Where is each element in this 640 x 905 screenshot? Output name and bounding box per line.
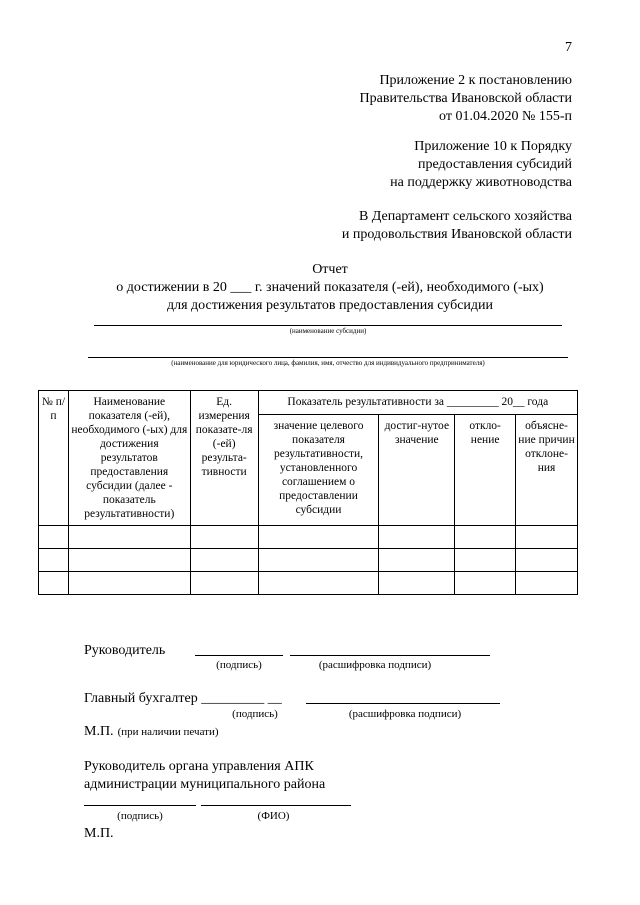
table-header-row bbox=[39, 391, 578, 415]
header-target-value: значение целевого показателя результативности, установленного соглашением о предоставлении субсидии bbox=[258, 414, 379, 525]
indicators-table bbox=[38, 390, 578, 595]
apk-head-line2: администрации муниципального района bbox=[84, 777, 326, 792]
table-cell[interactable] bbox=[39, 549, 69, 572]
accountant-label: Главный бухгалтер _________ __ bbox=[84, 691, 282, 706]
header-deviation: откло-нение bbox=[455, 414, 516, 525]
table-cell[interactable] bbox=[190, 549, 258, 572]
table-cell[interactable] bbox=[379, 549, 455, 572]
recipient-name-caption: (наименование для юридического лица, фамилия, имя, отчество для индивидуального предпринимателя) bbox=[171, 359, 485, 367]
addressee-line: В Департамент сельского хозяйства bbox=[358, 209, 572, 224]
appendix-procedure-line: Приложение 10 к Порядку bbox=[414, 139, 572, 154]
head-sign-caption: (подпись) bbox=[216, 659, 262, 671]
table-row[interactable] bbox=[39, 526, 578, 549]
appendix-procedure-line: предоставления субсидий bbox=[417, 157, 572, 172]
accountant-decode-line[interactable] bbox=[306, 703, 500, 704]
table-cell[interactable] bbox=[516, 526, 578, 549]
head-signature-line[interactable] bbox=[195, 655, 283, 656]
table-cell[interactable] bbox=[455, 549, 516, 572]
table-cell[interactable] bbox=[379, 572, 455, 595]
table-cell[interactable] bbox=[39, 526, 69, 549]
header-number: № п/п bbox=[39, 391, 69, 526]
head-label: Руководитель bbox=[84, 643, 166, 658]
final-stamp: М.П. bbox=[84, 826, 114, 841]
report-title-line: для достижения результатов предоставления субсидии bbox=[166, 298, 494, 313]
apk-head-line1: Руководитель органа управления АПК bbox=[84, 759, 314, 774]
table-cell[interactable] bbox=[190, 526, 258, 549]
table-cell[interactable] bbox=[379, 526, 455, 549]
apk-fio-line[interactable] bbox=[201, 805, 351, 806]
report-title-line: о достижении в 20 ___ г. значений показателя (-ей), необходимого (-ых) bbox=[116, 280, 544, 295]
header-reason: объясне-ние причин отклоне-ния bbox=[516, 414, 578, 525]
head-decode-line[interactable] bbox=[290, 655, 490, 656]
accountant-sign-caption: (подпись) bbox=[232, 708, 278, 720]
subsidy-name-line[interactable] bbox=[94, 325, 562, 326]
header-indicator-name: Наименование показателя (-ей), необходимого (-ых) для достижения результатов предоставления субсидии (далее - показатель результативности) bbox=[68, 391, 190, 526]
appendix-procedure-line: на поддержку животноводства bbox=[390, 175, 572, 190]
table-cell[interactable] bbox=[258, 572, 379, 595]
appendix-decree-line: Правительства Ивановской области bbox=[359, 91, 572, 106]
table-cell[interactable] bbox=[455, 526, 516, 549]
header-period: Показатель результативности за _________ 20__ года bbox=[258, 391, 577, 415]
table-cell[interactable] bbox=[516, 549, 578, 572]
recipient-name-line[interactable] bbox=[88, 357, 568, 358]
appendix-decree-line: Приложение 2 к постановлению bbox=[379, 73, 572, 88]
table-cell[interactable] bbox=[68, 549, 190, 572]
report-title-word: Отчет bbox=[312, 262, 348, 277]
table-row[interactable] bbox=[39, 549, 578, 572]
table-cell[interactable] bbox=[190, 572, 258, 595]
appendix-procedure bbox=[250, 138, 572, 192]
table-row[interactable] bbox=[39, 572, 578, 595]
report-title bbox=[60, 261, 600, 315]
apk-fio-caption: (ФИО) bbox=[257, 810, 290, 822]
table-cell[interactable] bbox=[39, 572, 69, 595]
head-decode-caption: (расшифровка подписи) bbox=[318, 659, 432, 671]
table-cell[interactable] bbox=[68, 572, 190, 595]
table-cell[interactable] bbox=[68, 526, 190, 549]
apk-sign-caption: (подпись) bbox=[117, 810, 163, 822]
apk-signature-line[interactable] bbox=[84, 805, 196, 806]
accountant-decode-caption: (расшифровка подписи) bbox=[348, 708, 462, 720]
subsidy-name-caption: (наименование субсидии) bbox=[289, 327, 367, 335]
stamp-note: (при наличии печати) bbox=[117, 726, 219, 738]
table-cell[interactable] bbox=[455, 572, 516, 595]
table-cell[interactable] bbox=[258, 549, 379, 572]
header-unit: Ед. измерения показате-ля (-ей) результа-тивности bbox=[190, 391, 258, 526]
appendix-decree bbox=[250, 72, 572, 126]
addressee-line: и продовольствия Ивановской области bbox=[341, 227, 572, 242]
stamp-line bbox=[84, 722, 219, 741]
header-achieved-value: достиг-нутое значение bbox=[379, 414, 455, 525]
appendix-decree-line: от 01.04.2020 № 155-п bbox=[439, 109, 572, 124]
stamp-label: М.П. bbox=[84, 724, 114, 739]
page-number: 7 bbox=[565, 40, 572, 55]
table-cell[interactable] bbox=[516, 572, 578, 595]
table-cell[interactable] bbox=[258, 526, 379, 549]
addressee bbox=[250, 208, 572, 244]
